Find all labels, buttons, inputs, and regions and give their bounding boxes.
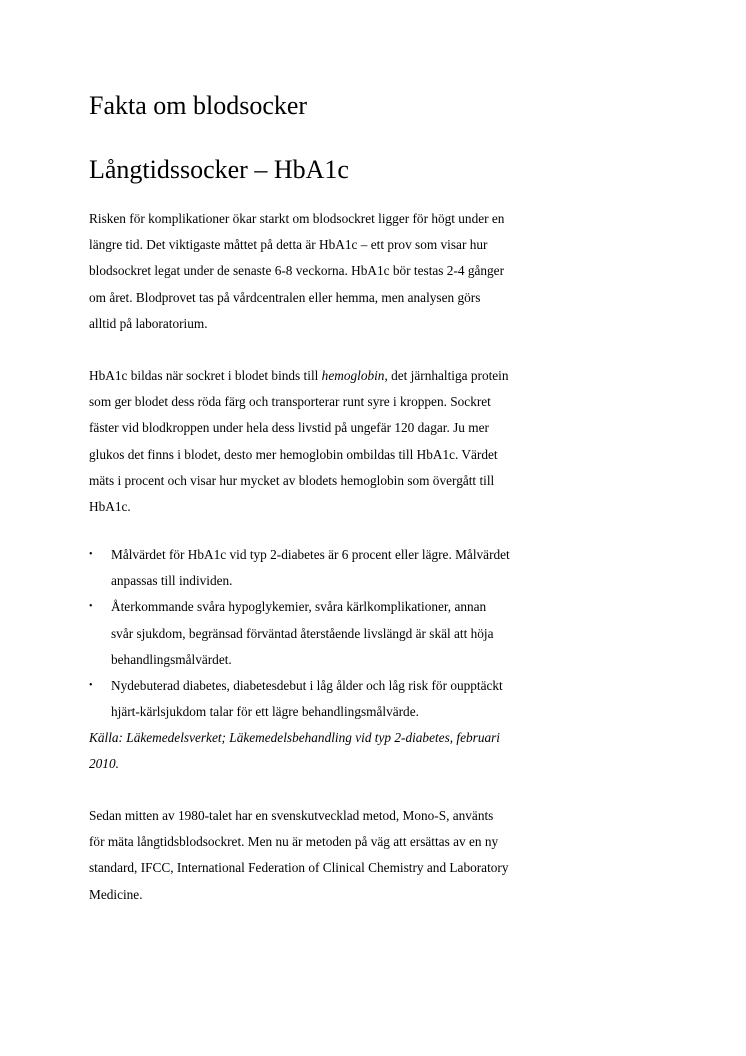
list-item-line: anpassas till individen. [111,573,233,589]
list-item [89,542,579,594]
paragraph-line: blodsockret legat under de senaste 6-8 veckorna. HbA1c bör testas 2-4 gånger [89,263,505,279]
paragraph-line [89,368,509,383]
section-heading: Långtidssocker – HbA1c [89,155,349,184]
citation-line: 2010. [89,756,119,772]
paragraph-line: standard, IFCC, International Federation of Clinical Chemistry and Laboratory [89,860,509,876]
paragraph-line: Medicine. [89,886,143,902]
bullet-marker: • [89,680,93,692]
bullet-marker: • [89,601,93,613]
list-item-line: behandlingsmålvärdet. [111,651,232,667]
paragraph-line: HbA1c. [89,499,131,515]
emphasis-term: hemoglobin [321,368,385,383]
hba1c-paragraph [89,363,579,520]
paragraph-line: mäts i procent och visar hur mycket av blodets hemoglobin som övergått till [89,472,495,488]
paragraph-line: om året. Blodprovet tas på vårdcentralen eller hemma, men analysen görs [89,289,481,305]
paragraph-line: längre tid. Det viktigaste måttet på detta är HbA1c – ett prov som visar hur [89,237,488,253]
method-paragraph [89,803,579,908]
paragraph-line: fäster vid blodkroppen under hela dess livstid på ungefär 120 dagar. Ju mer [89,420,489,436]
paragraph-line: som ger blodet dess röda färg och transporterar runt syre i kroppen. Sockret [89,394,491,410]
source-citation [89,725,579,777]
list-item [89,673,579,725]
list-item-line: svår sjukdom, begränsad förväntad återstående livslängd är skäl att höja [111,625,494,641]
list-item-line: hjärt-kärlsjukdom talar för ett lägre behandlingsmålvärde. [111,704,419,720]
paragraph-line: Sedan mitten av 1980-talet har en svenskutvecklad metod, Mono-S, använts [89,808,494,823]
text-run: , det järnhaltiga protein [384,368,509,383]
intro-paragraph [89,206,579,337]
page-title: Fakta om blodsocker [89,91,308,120]
paragraph-line: för mäta långtidsblodsockret. Men nu är metoden på väg att ersättas av en ny [89,834,499,850]
bullet-list [89,542,579,725]
paragraph-line: glukos det finns i blodet, desto mer hemoglobin ombildas till HbA1c. Värdet [89,446,498,462]
paragraph-line: alltid på laboratorium. [89,315,208,331]
text-run: HbA1c bildas när sockret i blodet binds till [89,368,322,383]
citation-line: Källa: Läkemedelsverket; Läkemedelsbehandling vid typ 2-diabetes, februari [89,730,500,745]
list-item [89,594,579,673]
list-item-line: Målvärdet för HbA1c vid typ 2-diabetes är 6 procent eller lägre. Målvärdet [111,547,510,562]
paragraph-line: Risken för komplikationer ökar starkt om blodsockret ligger för högt under en [89,211,505,226]
bullet-marker: • [89,549,93,560]
list-item-line: Nydebuterad diabetes, diabetesdebut i låg ålder och låg risk för oupptäckt [111,678,503,694]
list-item-line: Återkommande svåra hypoglykemier, svåra kärlkomplikationer, annan [111,599,487,615]
